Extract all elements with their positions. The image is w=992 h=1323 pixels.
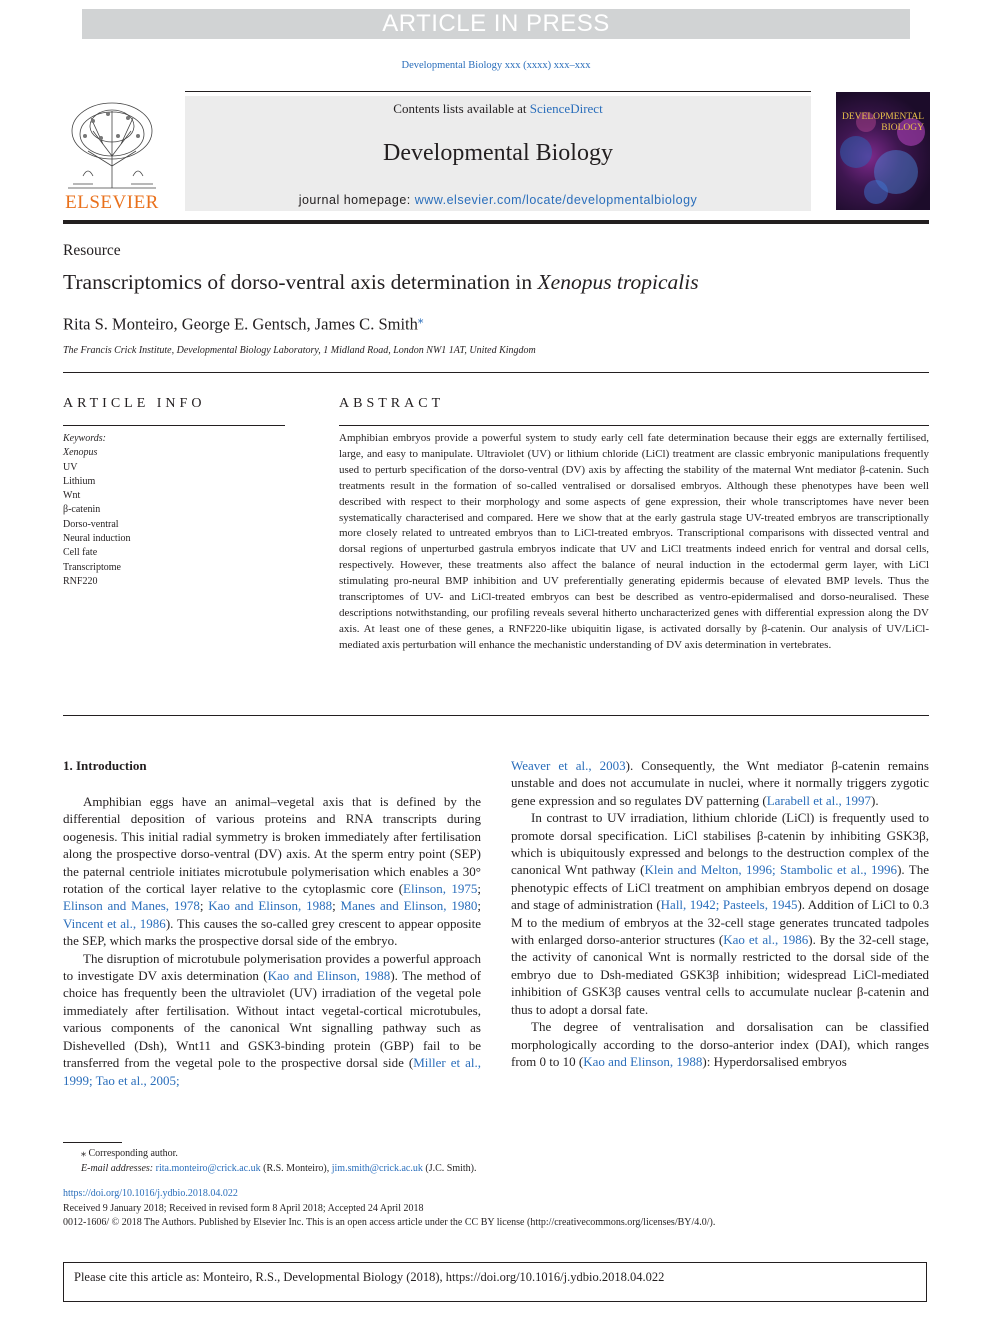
body-text: ). The method of choice has frequently been the ultraviolet (UV) irradiation of the vegetal pole immediately after fertilisation. Without intact vegetal-cortical microtubules, various components of the canonical Wnt signalling pathway such as Dishevelled (Dsh), Wnt11 and GSK3-binding protein (GBP) fail to be transferred from the vegetal pole to the prospective dorsal side ( bbox=[63, 968, 481, 1071]
paragraph bbox=[63, 950, 481, 1089]
body-text: ): Hyperdorsalised embryos bbox=[702, 1053, 847, 1069]
body-text: ). Consequently, the Wnt mediator β-catenin remains unstable and does not accumulate in nuclei, where it normally triggers zygotic gene expression and so regulates DV patterning ( bbox=[511, 758, 929, 808]
body-text: ; bbox=[477, 898, 481, 914]
sciencedirect-link[interactable]: ScienceDirect bbox=[529, 101, 603, 116]
cover-title: DEVELOPMENTAL BIOLOGY bbox=[842, 112, 925, 133]
email-footnote bbox=[63, 1161, 929, 1176]
paragraph bbox=[511, 809, 929, 1018]
body-text: ). This causes the so-called grey crescent to appear opposite the SEP, which marks the prospective dorsal side of the embryo. bbox=[63, 915, 481, 949]
citation-text: Please cite this article as: Monteiro, R.S., Developmental Biology (2018), https://doi.org/10.1016/j.ydbio.2018.04.022 bbox=[74, 1270, 665, 1284]
journal-reference-link[interactable]: Developmental Biology xxx (xxxx) xxx–xxx bbox=[401, 60, 591, 71]
elsevier-wordmark: ELSEVIER bbox=[65, 192, 159, 213]
abstract-bottom-rule bbox=[63, 715, 929, 716]
citation-link[interactable]: Kao et al., 1986 bbox=[723, 932, 809, 948]
body-text: ). The phenotypic effects of LiCl treatment on amphibian embryos depend on dosage and stage of administration ( bbox=[511, 862, 929, 913]
body-text: The degree of ventralisation and dorsalisation can be classified morphologically according to the dorso-anterior index (DAI), which ranges from 0 to 10 ( bbox=[511, 1019, 929, 1069]
email-label: E-mail addresses: bbox=[81, 1163, 154, 1174]
title-rule bbox=[63, 372, 929, 373]
authors: Rita S. Monteiro, George E. Gentsch, James C. Smith bbox=[63, 314, 418, 334]
body-text: ; bbox=[332, 898, 341, 914]
abstract-rule bbox=[339, 425, 929, 426]
citation-box bbox=[63, 1262, 927, 1302]
corresponding-mark: ⁎ bbox=[81, 1148, 86, 1159]
citation-link[interactable]: Klein and Melton, 1996; Stambolic et al., 1996 bbox=[644, 862, 898, 878]
keyword: Wnt bbox=[63, 490, 81, 502]
body-text: ; bbox=[477, 881, 481, 897]
elsevier-logo bbox=[63, 96, 161, 214]
body-text: ; bbox=[199, 898, 209, 914]
keyword: β-catenin bbox=[63, 504, 101, 516]
keyword: RNF220 bbox=[63, 575, 98, 587]
citation-link[interactable]: Kao and Elinson, 1988 bbox=[267, 968, 391, 984]
license-text: 0012-1606/ © 2018 The Authors. Published by Elsevier Inc. This is an open access article under the CC BY license (http://creativecommons.org/licenses/BY/4.0/). bbox=[63, 1217, 716, 1228]
publication-dates: Received 9 January 2018; Received in revised form 8 April 2018; Accepted 24 April 2018 bbox=[63, 1202, 424, 1214]
citation-link[interactable]: Larabell et al., 1997 bbox=[766, 792, 872, 808]
keyword: UV bbox=[63, 461, 78, 473]
keyword: Neural induction bbox=[63, 533, 131, 545]
abstract-text: Amphibian embryos provide a powerful system to study early cell fate determination because their eggs are externally fertilised, large, and easy to manipulate. Ultraviolet (UV) or lithium chloride (LiCl) treatment are classic embryonic manipulations frequently used to perturb specification of the dorso-ventral (DV) axis by affecting the stability of the maternal Wnt mediator β-catenin. Such treatments result in the formation of so-called ventralised or dorsalised embryos. Although these phenotypes have been well described with respect to their morphology and some aspects of gene expression, their whole transcriptomes have never been systematically characterised and compared. Here we show that at the early gastrula stage UV-treated embryos are transcriptionally more closely related to untreated embryos than to LiCl-treated embryos. Transcriptional comparisons with dissected ventral and dorsal regions of unperturbed gastrula embryos indicate that UV and LiCl treatments indeed enrich for ventral and dorsal cells, respectively. However, these treatments also affect the balance of neural induction in the ectodermal germ layer, with LiCl stimulating pro-neural BMP inhibition and UV preferentially generating epidermis because of elevated BMP levels. Thus the transcriptomes of UV- and LiCl-treated embryos can best be described as ventro-epidermalised and dorso-neuralised. These descriptions notwithstanding, our profiling reveals several hitherto uncharacterized genes with differential expression along the DV axis. At least one of these genes, a RNF220-like ubiquitin ligase, is activated dorsally by β-catenin. Our analysis of UV/LiCl-mediated axis perturbation will enhance the mechanistic understanding of DV axis determination in vertebrates. bbox=[339, 432, 929, 651]
journal-homepage bbox=[185, 193, 811, 207]
author-list bbox=[63, 313, 423, 335]
article-type: Resource bbox=[63, 242, 121, 259]
publication-info bbox=[63, 1187, 929, 1231]
affiliation: The Francis Crick Institute, Developmental Biology Laboratory, 1 Midland Road, London NW1 1AT, United Kingdom bbox=[63, 345, 536, 356]
keyword: Dorso-ventral bbox=[63, 518, 119, 530]
journal-cover-image bbox=[836, 92, 930, 210]
article-in-press-banner: ARTICLE IN PRESS bbox=[82, 9, 910, 39]
journal-name: Developmental Biology bbox=[383, 140, 613, 166]
keyword: Transcriptome bbox=[63, 561, 121, 573]
corresponding-text: Corresponding author. bbox=[88, 1148, 178, 1159]
citation-link[interactable]: Manes and Elinson, 1980 bbox=[340, 898, 478, 914]
body-column-right bbox=[511, 757, 929, 1070]
doi-link[interactable]: https://doi.org/10.1016/j.ydbio.2018.04.022 bbox=[63, 1188, 238, 1199]
contents-line bbox=[185, 101, 811, 117]
corresponding-footnote bbox=[63, 1146, 929, 1161]
paragraph bbox=[63, 793, 481, 950]
body-text: In contrast to UV irradiation, lithium chloride (LiCl) is frequently used to promote dorsal specification. LiCl stabilises β-catenin by inhibiting GSK3β, which is ubiquitously expressed and belongs to the destruction complex of the canonical Wnt pathway ( bbox=[511, 810, 929, 878]
citation-link[interactable]: Hall, 1942; Pasteels, 1945 bbox=[660, 897, 798, 913]
title-main: Transcriptomics of dorso-ventral axis determination in bbox=[63, 270, 538, 294]
footnote-rule bbox=[63, 1142, 122, 1143]
contents-prefix: Contents lists available at bbox=[393, 101, 530, 116]
citation-link[interactable]: Kao and Elinson, 1988 bbox=[583, 1053, 703, 1069]
keyword: Lithium bbox=[63, 475, 96, 487]
title-species: Xenopus tropicalis bbox=[537, 270, 699, 294]
email-link[interactable]: rita.monteiro@crick.ac.uk bbox=[155, 1163, 261, 1174]
corresponding-author-mark[interactable]: ⁎ bbox=[417, 314, 424, 326]
keywords-label: Keywords: bbox=[63, 433, 106, 444]
email-link[interactable]: jim.smith@crick.ac.uk bbox=[331, 1163, 423, 1174]
body-text: Amphibian eggs have an animal–vegetal axis that is defined by the differential deposition of various proteins and RNA transcripts during oogenesis. This initial radial symmetry is broken immediately after fertilisation along the prospective dorso-ventral (DV) axis. At the sperm entry point (SEP) the paternal centriole initiates microtubule polymerisation which enables a 30° rotation of the cortical layer relative to the cytoplasmic core ( bbox=[63, 794, 481, 897]
section-heading-introduction: 1. Introduction bbox=[63, 758, 147, 773]
citation-link[interactable]: Elinson and Manes, 1978 bbox=[63, 898, 200, 914]
citation-link[interactable]: Kao and Elinson, 1988 bbox=[208, 898, 333, 914]
footnotes bbox=[63, 1146, 929, 1176]
email-owner: (R.S. Monteiro), bbox=[260, 1163, 332, 1174]
citation-link[interactable]: Vincent et al., 1986 bbox=[63, 915, 166, 931]
body-text: The disruption of microtubule polymerisation provides a powerful approach to investigate DV axis determination ( bbox=[63, 950, 481, 984]
homepage-link[interactable]: www.elsevier.com/locate/developmentalbiology bbox=[414, 193, 698, 207]
article-info-heading: ARTICLE INFO bbox=[63, 396, 206, 411]
keyword: Xenopus bbox=[63, 447, 98, 459]
article-title bbox=[63, 270, 929, 295]
body-text: ). Addition of LiCl to 0.3 M to the medium of embryos at the 32-cell stage generates truncated tadpoles with enlarged dorso-anterior structures ( bbox=[511, 897, 929, 948]
header-top-rule bbox=[185, 91, 811, 92]
body-text: ). bbox=[871, 792, 879, 808]
keywords-block bbox=[63, 432, 130, 589]
header-rule bbox=[63, 220, 929, 224]
article-info-rule bbox=[63, 425, 285, 426]
abstract-heading: ABSTRACT bbox=[339, 396, 445, 411]
homepage-prefix: journal homepage: bbox=[298, 193, 415, 207]
citation-link[interactable]: Elinson, 1975 bbox=[403, 881, 478, 897]
keyword: Cell fate bbox=[63, 547, 98, 559]
paragraph bbox=[511, 757, 929, 809]
citation-link[interactable]: Miller et al., 1999; Tao et al., 2005; bbox=[63, 1055, 481, 1088]
citation-link[interactable]: Weaver et al., 2003 bbox=[511, 758, 626, 773]
email-owner: (J.C. Smith). bbox=[422, 1163, 477, 1174]
body-text: ). By the 32-cell stage, the activity of canonical Wnt is normally restricted to the dorsal side of the embryo due to Dsh-mediated GSK3β inhibition; widespread LiCl-mediated inhibition of GSK3β causes ventral cells to accumulate nuclear β-catenin and thus to adopt a dorsal fate. bbox=[511, 932, 930, 1017]
body-column-left bbox=[63, 793, 481, 1089]
cover-art-icon bbox=[836, 92, 930, 210]
paragraph bbox=[511, 1018, 929, 1070]
